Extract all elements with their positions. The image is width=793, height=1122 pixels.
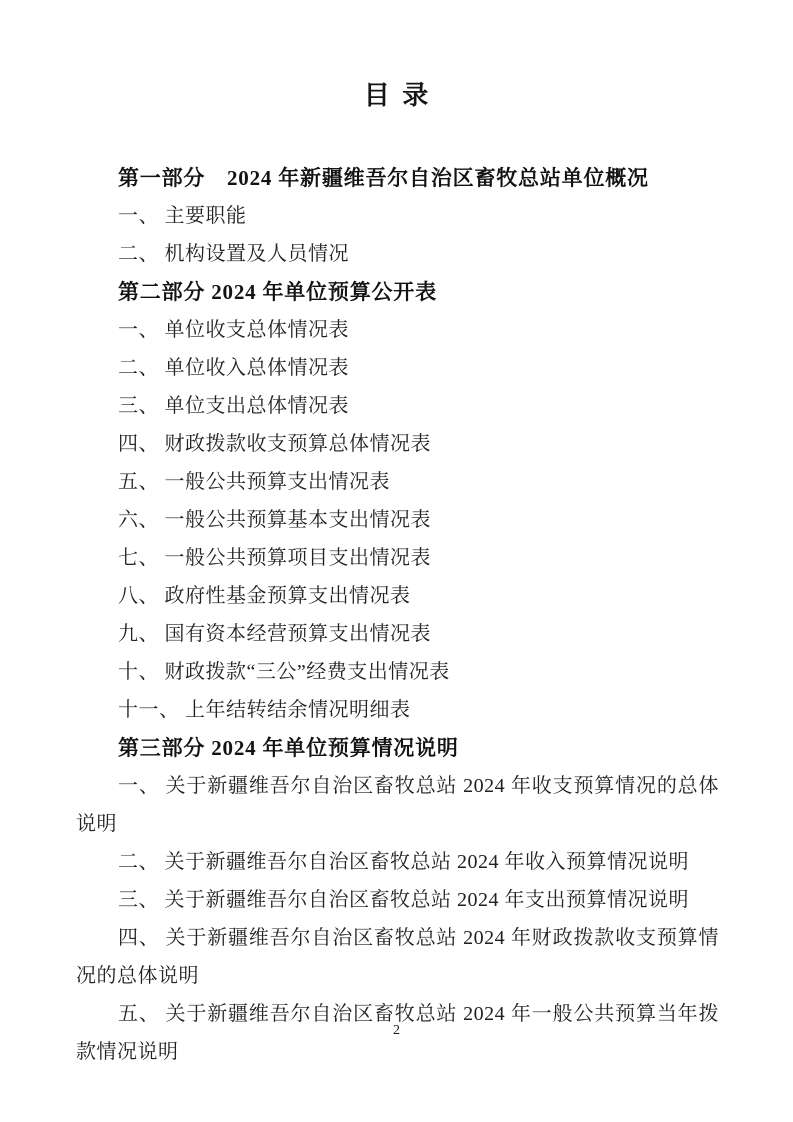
- section-1-heading: 第一部分 2024 年新疆维吾尔自治区畜牧总站单位概况: [118, 166, 649, 190]
- toc-item-3-1: 一、 关于新疆维吾尔自治区畜牧总站 2024 年收支预算情况的总体说明: [76, 775, 719, 835]
- toc-item-2-2: 二、 单位收入总体情况表: [118, 357, 349, 379]
- toc-item-3-2: 二、 关于新疆维吾尔自治区畜牧总站 2024 年收入预算情况说明: [118, 851, 689, 873]
- toc-item-2-4: 四、 财政拨款收支预算总体情况表: [118, 433, 431, 455]
- section-2-heading: 第二部分 2024 年单位预算公开表: [118, 280, 437, 304]
- toc-item-2-10: 十、 财政拨款“三公”经费支出情况表: [118, 661, 450, 683]
- toc-item-2-1: 一、 单位收支总体情况表: [118, 319, 349, 341]
- toc-item-1-2: 二、 机构设置及人员情况: [118, 243, 349, 265]
- toc-item-2-6: 六、 一般公共预算基本支出情况表: [118, 509, 431, 531]
- toc-item-2-3: 三、 单位支出总体情况表: [118, 395, 349, 417]
- page-title: 目 录: [363, 81, 432, 110]
- toc-item-2-8: 八、 政府性基金预算支出情况表: [118, 585, 411, 607]
- toc-item-2-7: 七、 一般公共预算项目支出情况表: [118, 547, 431, 569]
- toc-item-3-3: 三、 关于新疆维吾尔自治区畜牧总站 2024 年支出预算情况说明: [118, 889, 689, 911]
- toc-item-2-11: 十一、 上年结转结余情况明细表: [118, 699, 411, 721]
- toc-item-3-5: 五、 关于新疆维吾尔自治区畜牧总站 2024 年一般公共预算当年拨款情况说明: [76, 1003, 719, 1063]
- toc-item-2-5: 五、 一般公共预算支出情况表: [118, 471, 390, 493]
- page-number: 2: [393, 1023, 400, 1038]
- section-3-heading: 第三部分 2024 年单位预算情况说明: [118, 736, 459, 760]
- toc-item-1-1: 一、 主要职能: [118, 205, 247, 227]
- toc-content: [76, 0, 719, 1071]
- toc-item-2-9: 九、 国有资本经营预算支出情况表: [118, 623, 431, 645]
- toc-item-3-4: 四、 关于新疆维吾尔自治区畜牧总站 2024 年财政拨款收支预算情况的总体说明: [76, 927, 719, 987]
